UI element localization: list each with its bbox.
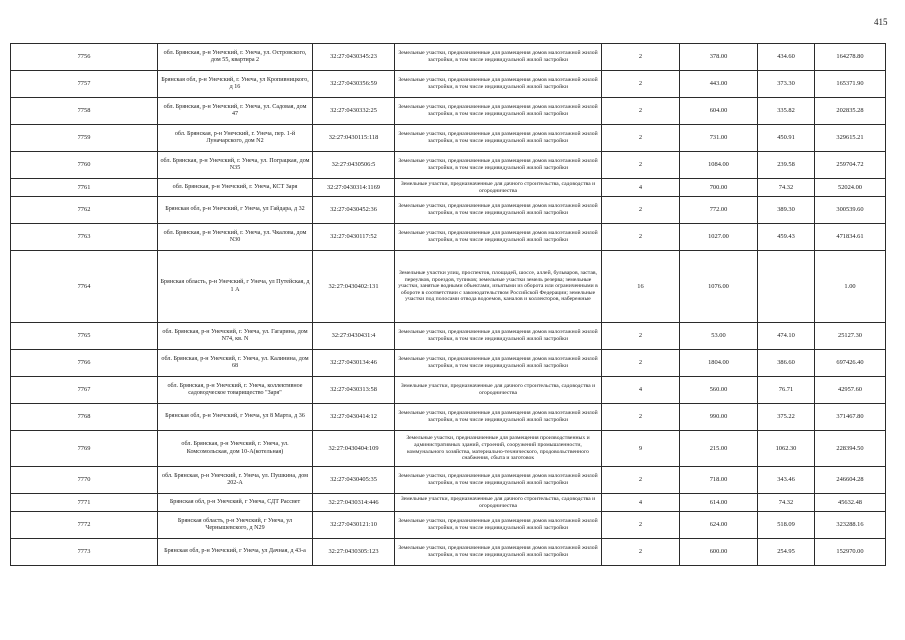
area-cell: 1076.00 bbox=[680, 251, 758, 323]
use-group-cell: 2 bbox=[602, 467, 680, 494]
cadastral-value-cell: 697426.40 bbox=[815, 350, 886, 377]
use-group-cell: 2 bbox=[602, 197, 680, 224]
cadastral-value-cell: 329615.21 bbox=[815, 125, 886, 152]
row-number: 7756 bbox=[11, 44, 158, 71]
cadastral-value-cell: 228394.50 bbox=[815, 431, 886, 467]
address-cell: Брянская область, р-н Унечский, г Унеча, ул Путейская, д 1 А bbox=[158, 251, 313, 323]
area-cell: 990.00 bbox=[680, 404, 758, 431]
cadastral-number-cell: 32:27:0430314:1169 bbox=[313, 179, 395, 197]
table-row bbox=[11, 494, 886, 512]
area-cell: 731.00 bbox=[680, 125, 758, 152]
row-number: 7757 bbox=[11, 71, 158, 98]
row-number: 7767 bbox=[11, 377, 158, 404]
specific-value-cell: 459.43 bbox=[758, 224, 815, 251]
use-group-cell: 2 bbox=[602, 125, 680, 152]
land-use-cell: Земельные участки, предназначенные для дачного строительства, садоводства и огородничества bbox=[395, 494, 602, 512]
cadastral-value-cell: 152970.00 bbox=[815, 539, 886, 566]
cadastral-number-cell: 32:27:0430117:52 bbox=[313, 224, 395, 251]
use-group-cell: 2 bbox=[602, 152, 680, 179]
area-cell: 215.00 bbox=[680, 431, 758, 467]
specific-value-cell: 389.30 bbox=[758, 197, 815, 224]
address-cell: Брянская обл, р-н Унечский, г Унеча, ул 8 Марта, д 36 bbox=[158, 404, 313, 431]
use-group-cell: 4 bbox=[602, 494, 680, 512]
specific-value-cell: 254.95 bbox=[758, 539, 815, 566]
cadastral-value-cell: 471834.61 bbox=[815, 224, 886, 251]
area-cell: 53.00 bbox=[680, 323, 758, 350]
address-cell: обл. Брянская, р-н Унечский, г. Унеча, ул. Гагарина, дом N74, кв. N bbox=[158, 323, 313, 350]
table-row bbox=[11, 539, 886, 566]
table-row bbox=[11, 350, 886, 377]
land-use-cell: Земельные участки, предназначенные для размещения домов малоэтажной жилой застройки, в том числе индивидуальной жилой застройки bbox=[395, 71, 602, 98]
cadastral-number-cell: 32:27:0430414:12 bbox=[313, 404, 395, 431]
page-number: 415 bbox=[874, 17, 888, 27]
use-group-cell: 16 bbox=[602, 251, 680, 323]
land-use-cell: Земельные участки, предназначенные для дачного строительства, садоводства и огородничества bbox=[395, 179, 602, 197]
address-cell: обл. Брянская, р-н Унечский, г. Унеча, ул. Пушкина, дом 202-А bbox=[158, 467, 313, 494]
use-group-cell: 4 bbox=[602, 377, 680, 404]
cadastral-value-cell: 371467.80 bbox=[815, 404, 886, 431]
cadastral-number-cell: 32:27:0430332:25 bbox=[313, 98, 395, 125]
address-cell: Брянская область, р-н Унечский, г Унеча, ул Чернышевского, д N29 bbox=[158, 512, 313, 539]
area-cell: 718.00 bbox=[680, 467, 758, 494]
address-cell: Брянская обл, р-н Унечский, г Унеча, ул Гайдара, д 32 bbox=[158, 197, 313, 224]
address-cell: обл. Брянская, р-н Унечский, г. Унеча, ул. Чкалова, дом N30 bbox=[158, 224, 313, 251]
area-cell: 624.00 bbox=[680, 512, 758, 539]
table-row bbox=[11, 224, 886, 251]
table-row bbox=[11, 377, 886, 404]
row-number: 7759 bbox=[11, 125, 158, 152]
specific-value-cell: 335.82 bbox=[758, 98, 815, 125]
table-row bbox=[11, 512, 886, 539]
specific-value-cell: 76.71 bbox=[758, 377, 815, 404]
specific-value-cell: 386.60 bbox=[758, 350, 815, 377]
cadastral-value-cell: 1.00 bbox=[815, 251, 886, 323]
land-use-cell: Земельные участки, предназначенные для размещения домов малоэтажной жилой застройки, в том числе индивидуальной жилой застройки bbox=[395, 224, 602, 251]
use-group-cell: 4 bbox=[602, 179, 680, 197]
specific-value-cell: 74.32 bbox=[758, 179, 815, 197]
row-number: 7762 bbox=[11, 197, 158, 224]
area-cell: 772.00 bbox=[680, 197, 758, 224]
address-cell: Брянская обл, р-н Унечский, г Унеча, СДТ Рассвет bbox=[158, 494, 313, 512]
table-row bbox=[11, 404, 886, 431]
specific-value-cell: 74.32 bbox=[758, 494, 815, 512]
specific-value-cell: 518.09 bbox=[758, 512, 815, 539]
cadastral-number-cell: 32:27:0430313:58 bbox=[313, 377, 395, 404]
cadastral-number-cell: 32:27:0430402:131 bbox=[313, 251, 395, 323]
use-group-cell: 2 bbox=[602, 323, 680, 350]
cadastral-value-cell: 42957.60 bbox=[815, 377, 886, 404]
table-row bbox=[11, 251, 886, 323]
cadastral-value-cell: 300539.60 bbox=[815, 197, 886, 224]
row-number: 7766 bbox=[11, 350, 158, 377]
table-row bbox=[11, 71, 886, 98]
area-cell: 1027.00 bbox=[680, 224, 758, 251]
cadastral-number-cell: 32:27:0430115:118 bbox=[313, 125, 395, 152]
row-number: 7770 bbox=[11, 467, 158, 494]
cadastral-value-cell: 45632.48 bbox=[815, 494, 886, 512]
address-cell: обл. Брянская, р-н Унечский, г. Унеча, ул. Садовая, дом 47 bbox=[158, 98, 313, 125]
cadastral-number-cell: 32:27:0430404:109 bbox=[313, 431, 395, 467]
land-use-cell: Земельные участки, предназначенные для размещения домов малоэтажной жилой застройки, в том числе индивидуальной жилой застройки bbox=[395, 350, 602, 377]
land-use-cell: Земельные участки, предназначенные для размещения домов малоэтажной жилой застройки, в том числе индивидуальной жилой застройки bbox=[395, 323, 602, 350]
table-row bbox=[11, 467, 886, 494]
cadastral-value-cell: 202835.28 bbox=[815, 98, 886, 125]
table-row bbox=[11, 323, 886, 350]
land-use-cell: Земельные участки, предназначенные для размещения домов малоэтажной жилой застройки, в том числе индивидуальной жилой застройки bbox=[395, 98, 602, 125]
row-number: 7765 bbox=[11, 323, 158, 350]
cadastral-number-cell: 32:27:0430452:36 bbox=[313, 197, 395, 224]
area-cell: 700.00 bbox=[680, 179, 758, 197]
row-number: 7761 bbox=[11, 179, 158, 197]
land-use-cell: Земельные участки улиц, проспектов, площадей, шоссе, аллей, бульваров, застав, переулков, проездов, тупиков; земельные участки земель резерва; земельные участки, занятые водными объектами, изъятыми из оборота или ограниченными в обороте в соответствии с законодательством Российской Федерации; земельные участки под полосами отвода водоемов, каналов и коллекторов, набережные bbox=[395, 251, 602, 323]
use-group-cell: 2 bbox=[602, 512, 680, 539]
land-use-cell: Земельные участки, предназначенные для размещения домов малоэтажной жилой застройки, в том числе индивидуальной жилой застройки bbox=[395, 152, 602, 179]
row-number: 7763 bbox=[11, 224, 158, 251]
use-group-cell: 2 bbox=[602, 539, 680, 566]
area-cell: 560.00 bbox=[680, 377, 758, 404]
specific-value-cell: 434.60 bbox=[758, 44, 815, 71]
address-cell: обл. Брянская, р-н Унечский, г. Унеча, пер. 1-й Луначарского, дом N2 bbox=[158, 125, 313, 152]
cadastral-number-cell: 32:27:0430314:446 bbox=[313, 494, 395, 512]
cadastral-number-cell: 32:27:0430506:5 bbox=[313, 152, 395, 179]
row-number: 7771 bbox=[11, 494, 158, 512]
use-group-cell: 2 bbox=[602, 350, 680, 377]
row-number: 7758 bbox=[11, 98, 158, 125]
use-group-cell: 2 bbox=[602, 98, 680, 125]
cadastral-value-cell: 323288.16 bbox=[815, 512, 886, 539]
specific-value-cell: 373.30 bbox=[758, 71, 815, 98]
cadastral-value-cell: 25127.30 bbox=[815, 323, 886, 350]
row-number: 7764 bbox=[11, 251, 158, 323]
land-use-cell: Земельные участки, предназначенные для размещения домов малоэтажной жилой застройки, в том числе индивидуальной жилой застройки bbox=[395, 125, 602, 152]
address-cell: Брянская обл, р-н Унечский, г. Унеча, ул Кропивницкого, д 16 bbox=[158, 71, 313, 98]
row-number: 7773 bbox=[11, 539, 158, 566]
address-cell: обл. Брянская, р-н Унечский, г. Унеча, КСТ Заря bbox=[158, 179, 313, 197]
land-use-cell: Земельные участки, предназначенные для дачного строительства, садоводства и огородничества bbox=[395, 377, 602, 404]
specific-value-cell: 375.22 bbox=[758, 404, 815, 431]
table-row bbox=[11, 152, 886, 179]
row-number: 7768 bbox=[11, 404, 158, 431]
specific-value-cell: 239.58 bbox=[758, 152, 815, 179]
use-group-cell: 9 bbox=[602, 431, 680, 467]
specific-value-cell: 474.10 bbox=[758, 323, 815, 350]
area-cell: 1804.00 bbox=[680, 350, 758, 377]
use-group-cell: 2 bbox=[602, 71, 680, 98]
land-use-cell: Земельные участки, предназначенные для размещения домов малоэтажной жилой застройки, в том числе индивидуальной жилой застройки bbox=[395, 197, 602, 224]
table-row bbox=[11, 125, 886, 152]
cadastral-number-cell: 32:27:0430121:10 bbox=[313, 512, 395, 539]
use-group-cell: 2 bbox=[602, 224, 680, 251]
table-row bbox=[11, 179, 886, 197]
area-cell: 600.00 bbox=[680, 539, 758, 566]
land-use-cell: Земельные участки, предназначенные для размещения домов малоэтажной жилой застройки, в том числе индивидуальной жилой застройки bbox=[395, 44, 602, 71]
area-cell: 378.00 bbox=[680, 44, 758, 71]
row-number: 7760 bbox=[11, 152, 158, 179]
cadastral-number-cell: 32:27:0430405:35 bbox=[313, 467, 395, 494]
specific-value-cell bbox=[758, 251, 815, 323]
cadastral-number-cell: 32:27:0430431:4 bbox=[313, 323, 395, 350]
land-use-cell: Земельные участки, предназначенные для размещения домов малоэтажной жилой застройки, в том числе индивидуальной жилой застройки bbox=[395, 539, 602, 566]
use-group-cell: 2 bbox=[602, 44, 680, 71]
specific-value-cell: 1062.30 bbox=[758, 431, 815, 467]
cadastral-value-table bbox=[10, 43, 886, 566]
address-cell: Брянская обл, р-н Унечский, г Унеча, ул Дачная, д 43-а bbox=[158, 539, 313, 566]
area-cell: 604.00 bbox=[680, 98, 758, 125]
row-number: 7772 bbox=[11, 512, 158, 539]
table-row bbox=[11, 431, 886, 467]
use-group-cell: 2 bbox=[602, 404, 680, 431]
table-row bbox=[11, 98, 886, 125]
cadastral-number-cell: 32:27:0430345:23 bbox=[313, 44, 395, 71]
address-cell: обл. Брянская, р-н Унечский, г. Унеча, коллективное садоводческое товарищество "Заря" bbox=[158, 377, 313, 404]
address-cell: обл. Брянская, р-н Унечский, г. Унеча, ул. Комсомольская, дом 10-А(котельная) bbox=[158, 431, 313, 467]
area-cell: 1084.00 bbox=[680, 152, 758, 179]
land-use-cell: Земельные участки, предназначенные для размещения домов малоэтажной жилой застройки, в том числе индивидуальной жилой застройки bbox=[395, 404, 602, 431]
land-use-cell: Земельные участки, предназначенные для размещения производственных и административных зданий, строений, сооружений промышленности, коммунального хозяйства, материально-технического, продовольственного снабжения, сбыта и заготовок bbox=[395, 431, 602, 467]
area-cell: 443.00 bbox=[680, 71, 758, 98]
table-row bbox=[11, 44, 886, 71]
area-cell: 614.00 bbox=[680, 494, 758, 512]
table-row bbox=[11, 197, 886, 224]
address-cell: обл. Брянская, р-н Унечский, г. Унеча, ул. Островского, дом 55, квартира 2 bbox=[158, 44, 313, 71]
cadastral-number-cell: 32:27:0430305:123 bbox=[313, 539, 395, 566]
cadastral-number-cell: 32:27:0430356:59 bbox=[313, 71, 395, 98]
address-cell: обл. Брянская, р-н Унечский, г. Унеча, ул. Калинина, дом 68 bbox=[158, 350, 313, 377]
land-use-cell: Земельные участки, предназначенные для размещения домов малоэтажной жилой застройки, в том числе индивидуальной жилой застройки bbox=[395, 467, 602, 494]
cadastral-value-cell: 52024.00 bbox=[815, 179, 886, 197]
cadastral-value-cell: 246604.28 bbox=[815, 467, 886, 494]
address-cell: обл. Брянская, р-н Унечский, г. Унеча, ул. Пограцкая, дом N35 bbox=[158, 152, 313, 179]
cadastral-value-cell: 164278.80 bbox=[815, 44, 886, 71]
land-use-cell: Земельные участки, предназначенные для размещения домов малоэтажной жилой застройки, в том числе индивидуальной жилой застройки bbox=[395, 512, 602, 539]
row-number: 7769 bbox=[11, 431, 158, 467]
cadastral-value-cell: 259704.72 bbox=[815, 152, 886, 179]
cadastral-number-cell: 32:27:0430134:46 bbox=[313, 350, 395, 377]
specific-value-cell: 343.46 bbox=[758, 467, 815, 494]
cadastral-value-cell: 165371.90 bbox=[815, 71, 886, 98]
specific-value-cell: 450.91 bbox=[758, 125, 815, 152]
